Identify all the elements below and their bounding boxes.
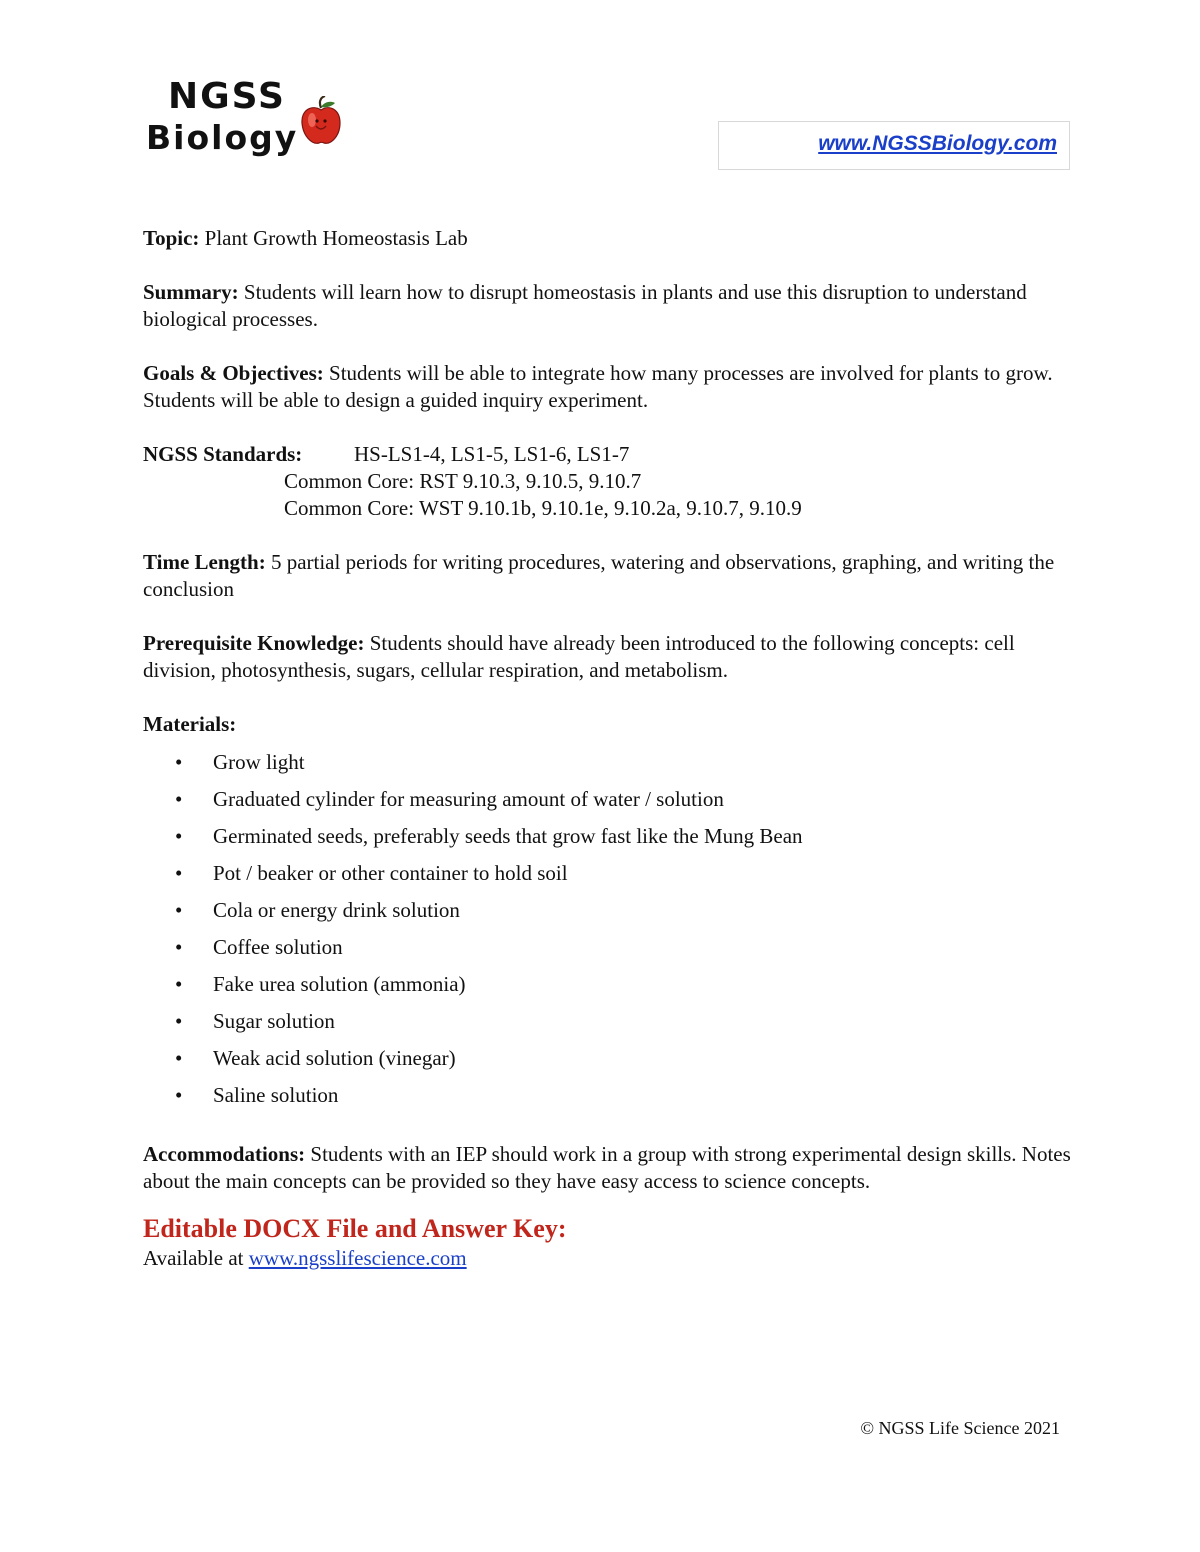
materials-section: [143, 711, 1073, 1114]
topic-paragraph: [143, 225, 1073, 252]
list-item: • Coffee solution: [143, 929, 1073, 966]
standards-wst: Common Core: WST 9.10.1b, 9.10.1e, 9.10.2a, 9.10.7, 9.10.9: [284, 496, 802, 520]
standards-section: [143, 441, 1073, 522]
summary-label: Summary:: [143, 280, 239, 304]
site-url-box: [718, 121, 1070, 170]
editable-docx-heading: Editable DOCX File and Answer Key:: [143, 1214, 567, 1243]
logo-biology-text: Biology: [146, 118, 299, 157]
topic-text: Plant Growth Homeostasis Lab: [204, 226, 468, 250]
availability-line: [143, 1245, 1073, 1272]
site-url-link[interactable]: www.NGSSBiology.com: [818, 132, 1057, 155]
list-item: • Cola or energy drink solution: [143, 892, 1073, 929]
prerequisite-label: Prerequisite Knowledge:: [143, 631, 365, 655]
materials-label: Materials:: [143, 712, 237, 736]
ngsslifescience-link[interactable]: www.ngsslifescience.com: [248, 1246, 467, 1270]
accommodations-text: Students with an IEP should work in a group with strong experimental design skills. Notes about the main concepts can be provided so they have easy access to science concepts.: [143, 1142, 1071, 1193]
standards-row-1: [143, 441, 1073, 468]
prerequisite-text: Students should have already been introduced to the following concepts: cell division, photosynthesis, sugars, cellular respiration, and metabolism.: [143, 631, 1015, 682]
topic-label: Topic:: [143, 226, 200, 250]
list-item: • Sugar solution: [143, 1003, 1073, 1040]
list-item: • Graduated cylinder for measuring amount of water / solution: [143, 781, 1073, 818]
standards-label: NGSS Standards:: [143, 442, 303, 466]
summary-paragraph: [143, 279, 1073, 333]
list-item: • Grow light: [143, 744, 1073, 781]
list-item: • Germinated seeds, preferably seeds that grow fast like the Mung Bean: [143, 818, 1073, 855]
time-length-text: 5 partial periods for writing procedures, watering and observations, graphing, and writing the conclusion: [143, 550, 1055, 601]
list-item: • Weak acid solution (vinegar): [143, 1040, 1073, 1077]
accommodations-paragraph: [143, 1141, 1073, 1195]
goals-paragraph: [143, 360, 1073, 414]
ngss-biology-logo: [146, 76, 356, 166]
list-item: • Saline solution: [143, 1077, 1073, 1114]
materials-list: [143, 744, 1073, 1114]
list-item: • Fake urea solution (ammonia): [143, 966, 1073, 1003]
prerequisite-paragraph: [143, 630, 1073, 684]
standards-ngss: HS-LS1-4, LS1-5, LS1-6, LS1-7: [354, 442, 630, 466]
lesson-content: [143, 225, 1073, 1272]
time-length-label: Time Length:: [143, 550, 266, 574]
goals-text: Students will be able to integrate how many processes are involved for plants to grow. Students will be able to design a guided inquiry experiment.: [143, 361, 1053, 412]
accommodations-label: Accommodations:: [143, 1142, 306, 1166]
standards-rst: Common Core: RST 9.10.3, 9.10.5, 9.10.7: [284, 469, 642, 493]
summary-text: Students will learn how to disrupt homeostasis in plants and use this disruption to understand biological processes.: [143, 280, 1027, 331]
available-prefix: Available at: [143, 1246, 244, 1270]
time-length-paragraph: [143, 549, 1073, 603]
copyright-notice: © NGSS Life Science 2021: [860, 1418, 1060, 1438]
goals-label: Goals & Objectives:: [143, 361, 324, 385]
list-item: • Pot / beaker or other container to hold soil: [143, 855, 1073, 892]
apple-icon: [298, 96, 344, 146]
logo-ngss-text: NGSS: [168, 76, 286, 117]
